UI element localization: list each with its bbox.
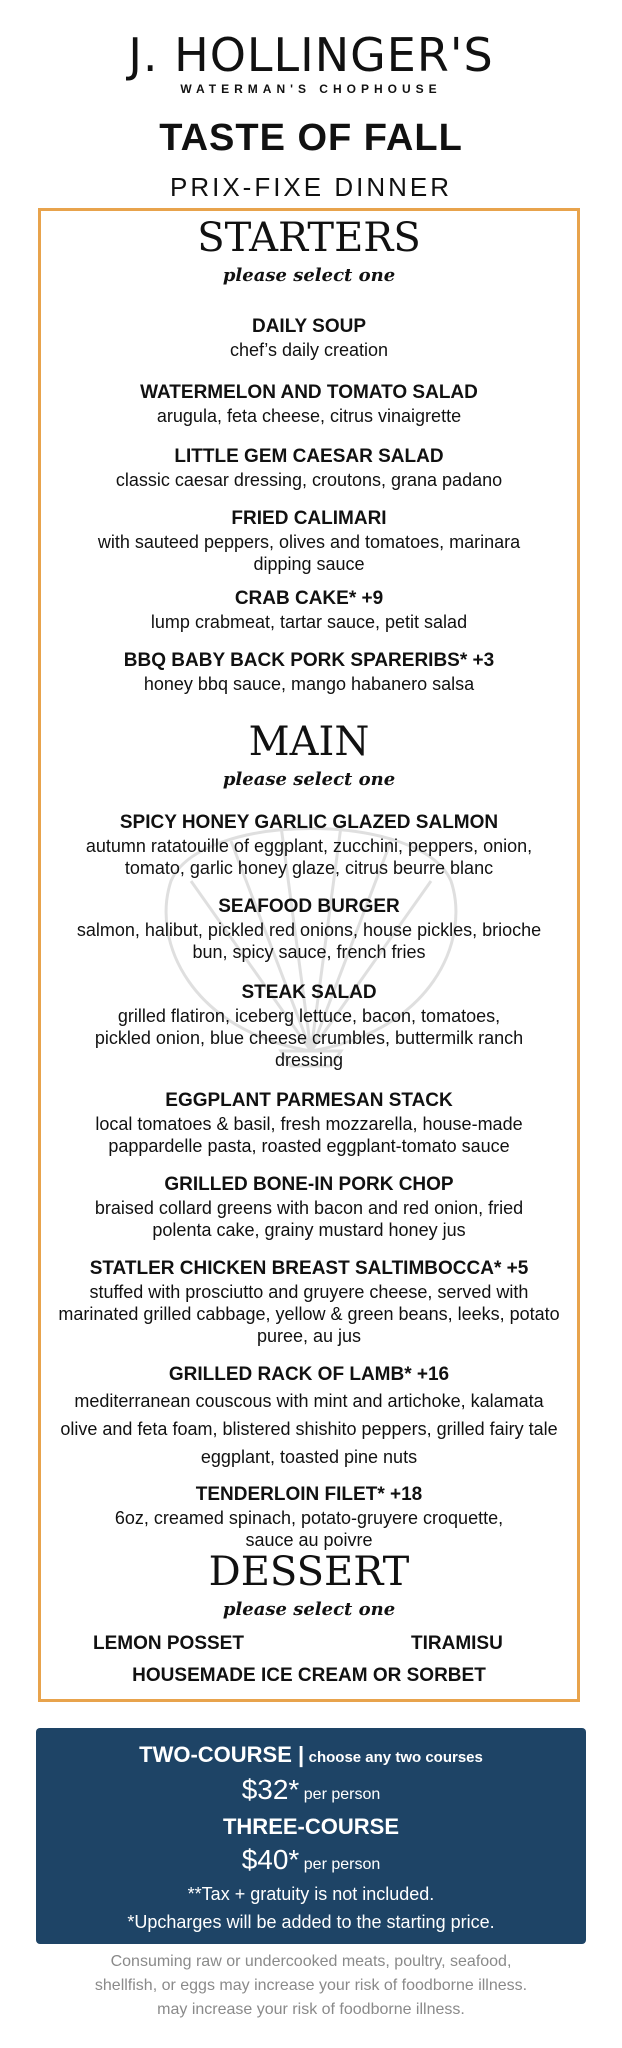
item-description: stuffed with prosciutto and gruyere cheese, served with marinated grilled cabbage, yellow & green beans, leeks, potato puree, au jus (58, 1282, 560, 1346)
menu-item (41, 507, 577, 575)
dessert-item: TIRAMISU (411, 1633, 503, 1654)
two-course-note: choose any two courses (308, 1749, 483, 1766)
disclaimer-line: shellfish, or eggs may increase your risk of foodborne illness. (94, 1977, 528, 1994)
main-title: MAIN (248, 719, 370, 765)
item-description: salmon, halibut, pickled red onions, house pickles, brioche bun, spicy sauce, french fries (76, 920, 542, 962)
main-section (41, 721, 577, 790)
dessert-instruction: please select one (222, 1599, 396, 1620)
starters-section (41, 217, 577, 286)
menu-item (41, 1483, 577, 1551)
menu-item (41, 811, 577, 879)
three-course-price-line (36, 1844, 586, 1876)
two-course-line (36, 1742, 586, 1768)
menu-frame (38, 208, 580, 1702)
item-description: mediterranean couscous with mint and artichoke, kalamata olive and feta foam, blistered shishito peppers, grilled fairy tale eggplant, toasted pine nuts (60, 1391, 558, 1467)
three-course-label: THREE-COURSE (222, 1814, 399, 1839)
item-description: with sauteed peppers, olives and tomatoes, marinara dipping sauce (97, 532, 521, 574)
item-description: grilled flatiron, iceberg lettuce, bacon, tomatoes, pickled onion, blue cheese crumbles, buttermilk ranch dressing (94, 1006, 524, 1070)
item-description: honey bbq sauce, mango habanero salsa (143, 674, 475, 694)
three-course-line (36, 1814, 586, 1840)
menu-item (41, 649, 577, 695)
item-name: WATERMELON AND TOMATO SALAD (140, 382, 478, 403)
two-course-price: $32* (241, 1774, 300, 1805)
upcharge-note: *Upcharges will be added to the starting price. (127, 1912, 495, 1932)
starters-title: STARTERS (197, 215, 421, 261)
per-person-label: per person (303, 1786, 381, 1803)
item-name: LITTLE GEM CAESAR SALAD (174, 446, 444, 467)
item-name: EGGPLANT PARMESAN STACK (165, 1090, 453, 1111)
menu-title: TASTE OF FALL (159, 117, 463, 159)
starters-instruction: please select one (222, 265, 396, 286)
three-course-price: $40* (241, 1844, 300, 1875)
dessert-item: HOUSEMADE ICE CREAM OR SORBET (132, 1665, 486, 1686)
menu-item (41, 1089, 577, 1157)
item-description: autumn ratatouille of eggplant, zucchini, peppers, onion, tomato, garlic honey glaze, citrus beurre blanc (85, 836, 533, 878)
dessert-title: DESSERT (208, 1549, 410, 1595)
menu-item (41, 1363, 577, 1471)
item-name: GRILLED RACK OF LAMB* +16 (168, 1364, 450, 1385)
menu-item (41, 1257, 577, 1347)
pricing-panel (36, 1728, 586, 1944)
menu-item (41, 895, 577, 963)
food-safety-disclaimer (0, 1950, 622, 2022)
item-name: STATLER CHICKEN BREAST SALTIMBOCCA* +5 (89, 1258, 529, 1279)
menu-subtitle: PRIX-FIXE DINNER (169, 172, 453, 202)
menu-item (41, 445, 577, 491)
item-name: SEAFOOD BURGER (218, 896, 400, 917)
menu-item (41, 587, 577, 633)
main-instruction: please select one (222, 769, 396, 790)
item-name: SPICY HONEY GARLIC GLAZED SALMON (119, 812, 499, 833)
disclaimer-line: may increase your risk of foodborne illness. (157, 2001, 465, 2018)
item-description: classic caesar dressing, croutons, grana padano (115, 470, 503, 490)
item-name: STEAK SALAD (241, 982, 377, 1003)
two-course-price-line (36, 1774, 586, 1806)
item-name: FRIED CALIMARI (231, 508, 387, 529)
item-name: CRAB CAKE* +9 (234, 588, 384, 609)
item-description: arugula, feta cheese, citrus vinaigrette (156, 406, 462, 426)
two-course-label: TWO-COURSE | (139, 1742, 305, 1767)
item-description: local tomatoes & basil, fresh mozzarella, house-made pappardelle pasta, roasted eggplant-tomato sauce (95, 1114, 523, 1156)
item-description: lump crabmeat, tartar sauce, petit salad (150, 612, 468, 632)
item-description: braised collard greens with bacon and red onion, fried polenta cake, grainy mustard honey jus (94, 1198, 524, 1240)
item-description: chef’s daily creation (229, 340, 389, 360)
menu-item (41, 381, 577, 427)
item-name: GRILLED BONE-IN PORK CHOP (164, 1174, 454, 1195)
per-person-label: per person (303, 1856, 381, 1873)
brand-subtitle: WATERMAN'S CHOPHOUSE (180, 82, 442, 96)
brand-logo: J. HOLLINGER'S (128, 28, 494, 82)
item-description: 6oz, creamed spinach, potato-gruyere croquette, sauce au poivre (114, 1508, 504, 1550)
menu-item (41, 1173, 577, 1241)
disclaimer-line: Consuming raw or undercooked meats, poultry, seafood, (110, 1953, 512, 1970)
item-name: BBQ BABY BACK PORK SPARERIBS* +3 (123, 650, 495, 671)
item-name: TENDERLOIN FILET* +18 (195, 1484, 423, 1505)
dessert-section (41, 1551, 577, 1620)
menu-item (41, 315, 577, 361)
item-name: DAILY SOUP (251, 316, 367, 337)
restaurant-header (0, 30, 622, 202)
dessert-item: LEMON POSSET (93, 1633, 244, 1654)
menu-item (41, 981, 577, 1071)
tax-note: **Tax + gratuity is not included. (187, 1884, 435, 1904)
